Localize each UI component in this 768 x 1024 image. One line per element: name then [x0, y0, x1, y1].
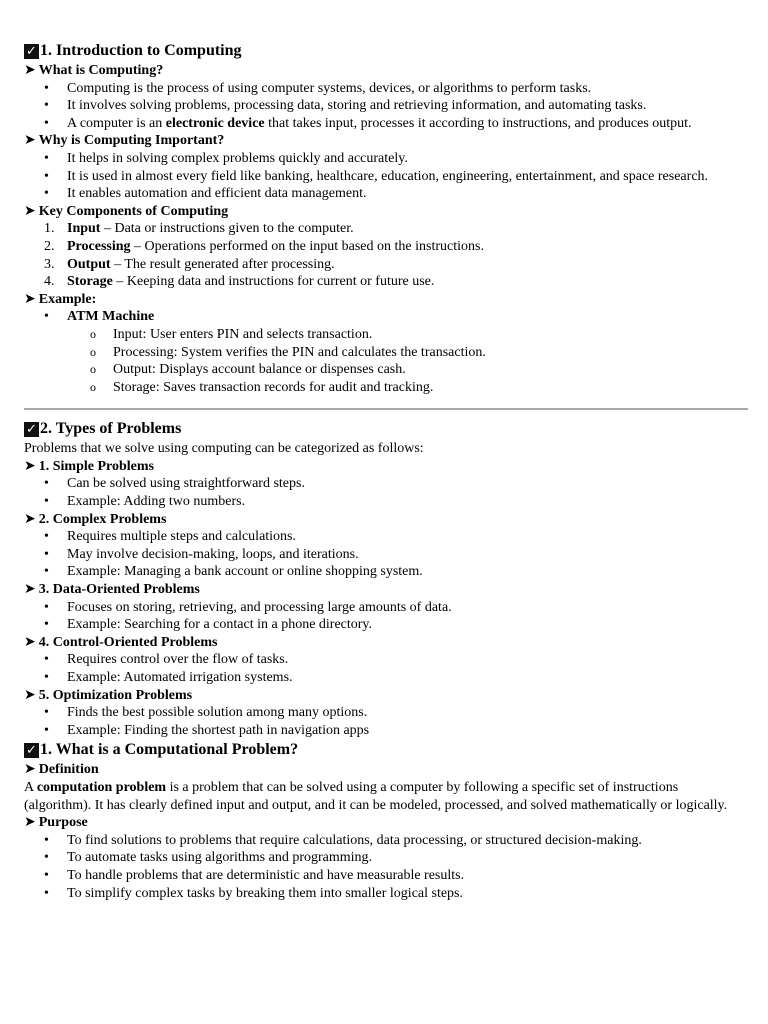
section-title-types-of-problems: ✓ 2. Types of Problems	[24, 418, 744, 440]
checkmark-icon: ✓	[24, 743, 39, 758]
list-item: • Can be solved using straightforward steps.	[24, 475, 744, 493]
arrow-icon: ➤	[24, 581, 36, 598]
arrow-icon: ➤	[24, 202, 36, 219]
arrow-icon: ➤	[24, 290, 36, 307]
list-item: • To find solutions to problems that require calculations, data processing, or structured decision-making.	[24, 832, 744, 850]
list-item: • To handle problems that are deterministic and have measurable results.	[24, 867, 744, 885]
definition-paragraph: A computation problem is a problem that can be solved using a computer by following a specific set of instructions (algorithm). It has clearly defined input and output, and it can be modeled, processed, and solved mathematically or logically.	[24, 779, 728, 813]
heading-what-is-computing: ➤ What is Computing?	[24, 62, 164, 78]
list-item: • To simplify complex tasks by breaking them into smaller logical steps.	[24, 885, 744, 903]
list-item: • Example: Managing a bank account or online shopping system.	[24, 563, 744, 581]
arrow-icon: ➤	[24, 761, 36, 778]
checkmark-icon: ✓	[24, 44, 39, 59]
types-intro: Problems that we solve using computing can be categorized as follows:	[24, 441, 424, 457]
list-item: • Requires control over the flow of tasks.	[24, 651, 744, 669]
heading-example: ➤ Example:	[24, 290, 97, 307]
heading-simple-problems: ➤ 1. Simple Problems	[24, 457, 154, 474]
list-item: o Input: User enters PIN and selects transaction.	[24, 326, 744, 344]
list-item: 3. Output – The result generated after processing.	[44, 256, 335, 272]
list-item: o Storage: Saves transaction records for audit and tracking.	[24, 379, 744, 397]
arrow-icon: ➤	[24, 686, 36, 703]
checkmark-icon: ✓	[24, 422, 39, 437]
list-item: • Example: Adding two numbers.	[24, 493, 744, 511]
list-item: • Computing is the process of using computer systems, devices, or algorithms to perform tasks.	[24, 80, 744, 98]
arrow-icon: ➤	[24, 814, 36, 831]
list-item: • It enables automation and efficient data management.	[24, 185, 744, 203]
control-oriented-problems-list	[24, 651, 744, 686]
heading-data-oriented-problems: ➤ 3. Data-Oriented Problems	[24, 581, 200, 598]
list-item: • Example: Automated irrigation systems.	[24, 669, 744, 687]
purpose-list	[24, 832, 744, 902]
list-item: 4. Storage – Keeping data and instructions for current or future use.	[44, 274, 435, 290]
list-item: • Finds the best possible solution among many options.	[24, 704, 744, 722]
arrow-icon: ➤	[24, 633, 36, 650]
heading-complex-problems: ➤ 2. Complex Problems	[24, 510, 167, 527]
optimization-problems-list	[24, 704, 744, 739]
heading-purpose: ➤ Purpose	[24, 814, 88, 831]
heading-control-oriented-problems: ➤ 4. Control-Oriented Problems	[24, 633, 218, 650]
list-item: o Output: Displays account balance or dispenses cash.	[24, 361, 744, 379]
what-is-computing-list	[24, 80, 744, 133]
list-item: o Processing: System verifies the PIN and calculates the transaction.	[24, 344, 744, 362]
list-item: • Example: Searching for a contact in a phone directory.	[24, 616, 744, 634]
list-item: • It helps in solving complex problems quickly and accurately.	[24, 150, 744, 168]
list-item: • Requires multiple steps and calculations.	[24, 528, 744, 546]
document-page	[24, 40, 744, 902]
arrow-icon: ➤	[24, 457, 36, 474]
key-components-list	[24, 220, 744, 290]
list-item: 2. Processing – Operations performed on the input based on the instructions.	[44, 238, 484, 254]
arrow-icon: ➤	[24, 62, 36, 78]
simple-problems-list	[24, 475, 744, 510]
arrow-icon: ➤	[24, 132, 36, 149]
complex-problems-list	[24, 528, 744, 581]
list-item-atm: • ATM Machine	[24, 308, 744, 326]
list-item: • Focuses on storing, retrieving, and processing large amounts of data.	[24, 599, 744, 617]
arrow-icon: ➤	[24, 510, 36, 527]
heading-why-computing-important: ➤ Why is Computing Important?	[24, 132, 225, 149]
list-item: • Example: Finding the shortest path in navigation apps	[24, 722, 744, 740]
heading-optimization-problems: ➤ 5. Optimization Problems	[24, 686, 193, 703]
why-computing-list	[24, 150, 744, 203]
example-list	[24, 308, 744, 326]
heading-key-components: ➤ Key Components of Computing	[24, 202, 229, 219]
section-title-introduction: ✓ 1. Introduction to Computing	[24, 40, 744, 62]
list-item: • It is used in almost every field like banking, healthcare, education, engineering, entertainment, and space research.	[24, 168, 744, 186]
section-title-computational-problem: ✓ 1. What is a Computational Problem?	[24, 739, 744, 761]
list-item: 1. Input – Data or instructions given to the computer.	[44, 221, 354, 237]
horizontal-divider	[24, 408, 748, 410]
data-oriented-problems-list	[24, 599, 744, 634]
list-item: • A computer is an electronic device that takes input, processes it according to instructions, and produces output.	[24, 115, 744, 133]
atm-sub-list	[24, 326, 744, 396]
list-item: • It involves solving problems, processing data, storing and retrieving information, and automating tasks.	[24, 97, 744, 115]
heading-definition: ➤ Definition	[24, 761, 99, 778]
list-item: • To automate tasks using algorithms and programming.	[24, 849, 744, 867]
list-item: • May involve decision-making, loops, and iterations.	[24, 546, 744, 564]
